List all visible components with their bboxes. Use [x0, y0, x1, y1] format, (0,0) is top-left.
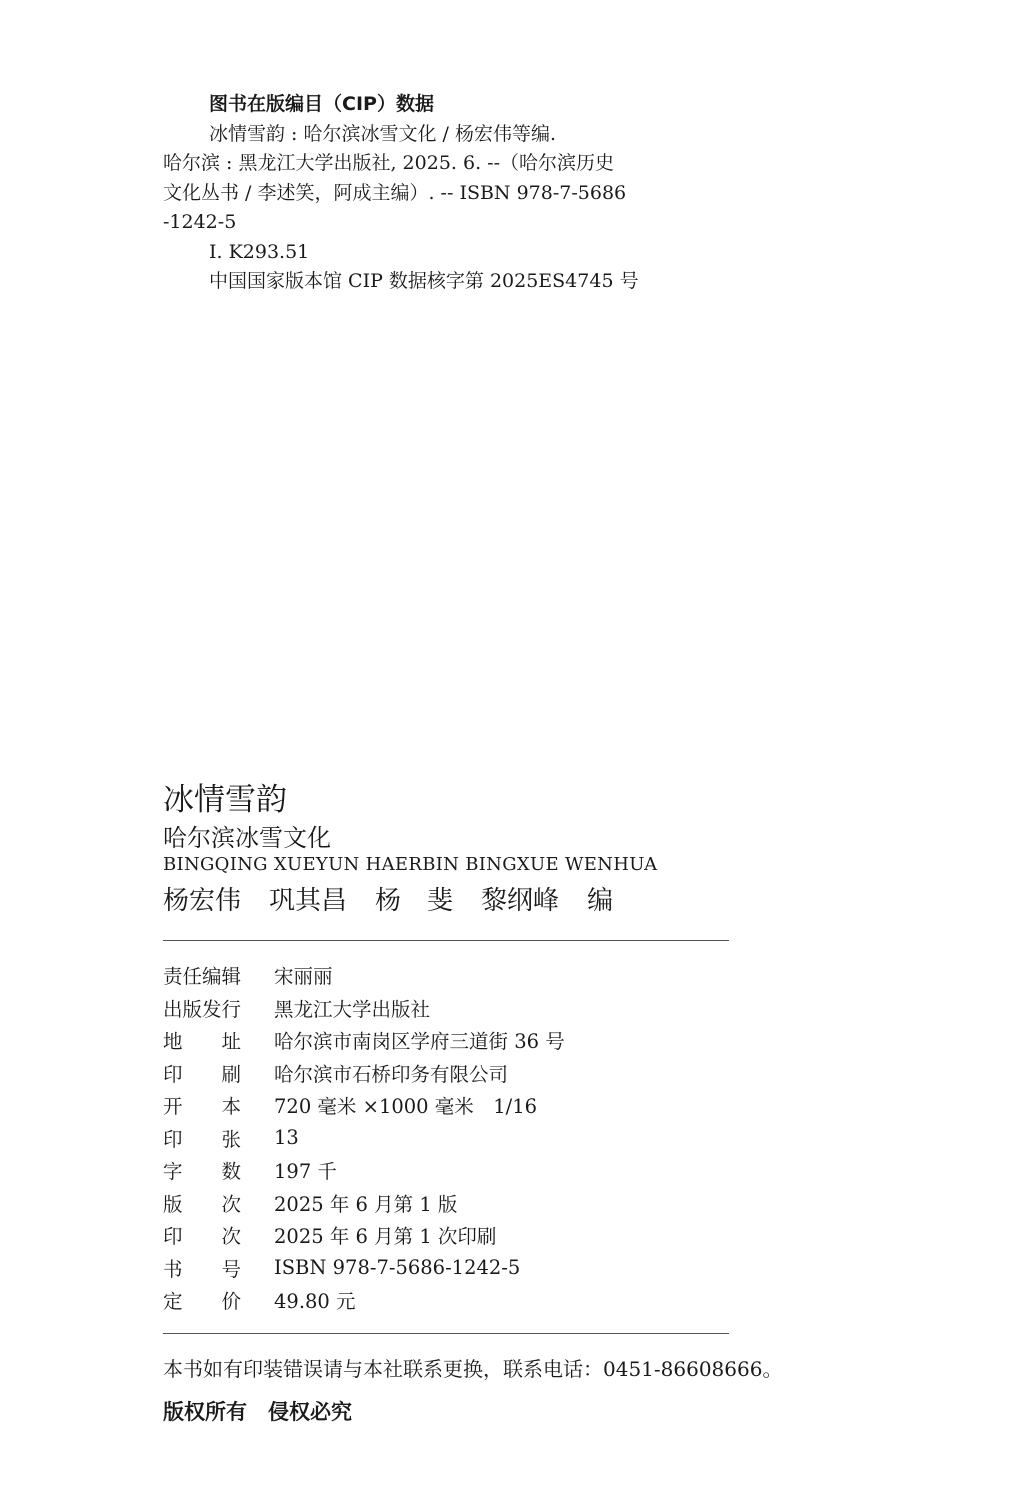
- spec-value: 黑龙江大学出版社: [274, 997, 431, 1021]
- spec-label: 印 刷: [163, 1062, 242, 1086]
- spec-value: 哈尔滨市石桥印务有限公司: [274, 1062, 509, 1086]
- cip-heading: 图书在版编目（CIP）数据: [209, 93, 434, 115]
- author-name: 巩其昌: [269, 886, 348, 916]
- divider: [163, 1333, 729, 1334]
- spec-value: 宋丽丽: [274, 965, 333, 989]
- spec-row: [163, 1122, 565, 1155]
- spec-value: 13: [274, 1126, 299, 1150]
- authors-line: [163, 883, 641, 919]
- spec-value: 2025 年 6 月第 1 次印刷: [274, 1225, 497, 1249]
- spec-value: 197 千: [274, 1160, 337, 1184]
- book-subtitle: 哈尔滨冰雪文化: [163, 824, 331, 852]
- spec-value: 49.80 元: [274, 1290, 356, 1314]
- spec-row: [163, 1219, 565, 1252]
- spec-row: [163, 1057, 565, 1090]
- spec-row: [163, 1154, 565, 1187]
- cip-line: 文化丛书 / 李述笑，阿成主编）. -- ISBN 978-7-5686: [163, 181, 627, 204]
- author-role: 编: [587, 886, 614, 916]
- cip-block: [163, 90, 763, 297]
- spec-label: 开 本: [163, 1095, 242, 1119]
- book-pinyin: BINGQING XUEYUN HAERBIN BINGXUE WENHUA: [163, 854, 658, 875]
- spec-row: [163, 1024, 565, 1057]
- spec-label: 地 址: [163, 1030, 242, 1054]
- copyright-notice: 版权所有 侵权必究: [163, 1400, 352, 1424]
- spec-row: [163, 959, 565, 992]
- author-name: 杨宏伟: [163, 886, 242, 916]
- spec-label: 版 次: [163, 1192, 242, 1216]
- spec-label: 定 价: [163, 1290, 242, 1314]
- spec-label: 出版发行: [163, 997, 242, 1021]
- spec-label: 印 张: [163, 1127, 242, 1151]
- replacement-notice: 本书如有印装错误请与本社联系更换，联系电话：0451-86608666。: [163, 1357, 783, 1381]
- cip-line: 哈尔滨 : 黑龙江大学出版社, 2025. 6. --（哈尔滨历史: [163, 152, 615, 174]
- spec-row: [163, 992, 565, 1025]
- spec-value: ISBN 978-7-5686-1242-5: [274, 1256, 521, 1280]
- spec-row: [163, 1187, 565, 1220]
- spec-row: [163, 1252, 565, 1285]
- spec-row: [163, 1284, 565, 1317]
- author-name: 黎纲峰: [481, 886, 560, 916]
- spec-label: 书 号: [163, 1257, 242, 1281]
- spec-label: 字 数: [163, 1160, 242, 1184]
- spec-value: 哈尔滨市南岗区学府三道街 36 号: [274, 1030, 565, 1054]
- spec-value: 720 毫米 ×1000 毫米 1/16: [274, 1095, 538, 1119]
- cip-line: 中国国家版本馆 CIP 数据核字第 2025ES4745 号: [209, 270, 639, 292]
- cip-line: 冰情雪韵 : 哈尔滨冰雪文化 / 杨宏伟等编.: [209, 122, 557, 145]
- spec-label: 责任编辑: [163, 965, 242, 989]
- spec-row: [163, 1089, 565, 1122]
- divider: [163, 940, 729, 941]
- spec-value: 2025 年 6 月第 1 版: [274, 1192, 458, 1216]
- cip-line: -1242-5: [163, 211, 237, 233]
- author-name: 杨 斐: [375, 886, 454, 916]
- book-title: 冰情雪韵: [163, 782, 287, 818]
- spec-label: 印 次: [163, 1225, 242, 1249]
- cip-line: Ⅰ. K293.51: [209, 240, 310, 263]
- publication-specs: [163, 959, 565, 1317]
